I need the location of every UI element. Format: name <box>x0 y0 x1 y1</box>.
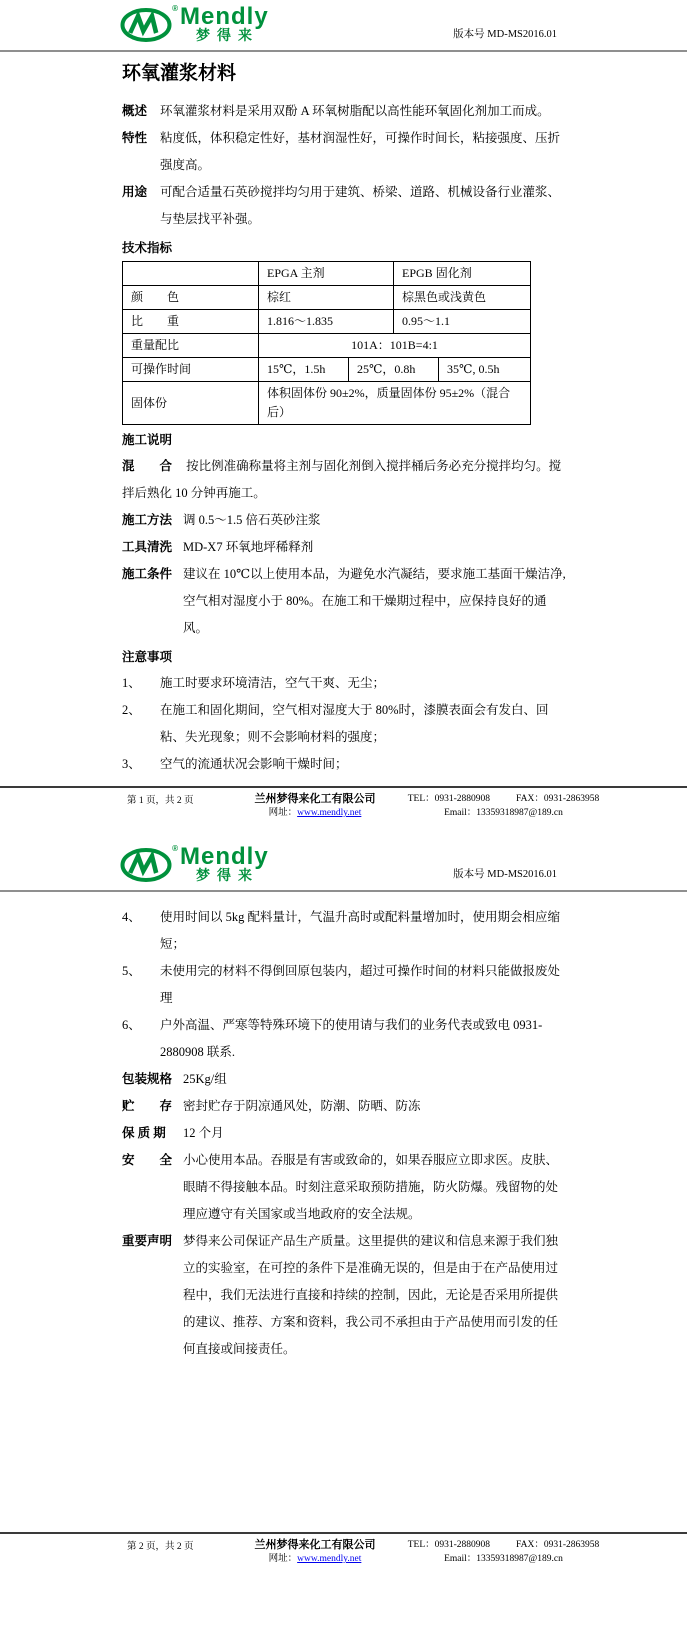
brand-logo <box>120 3 687 44</box>
para-text: 小心使用本品。吞服是有害或致命的，如果吞服应立即求医。皮肤、眼睛不得接触本品。时刻注意采取预防措施，防火防爆。残留物的处理应遵守有关国家或当地政府的安全法规。 <box>183 1153 559 1221</box>
row-label: 固体份 <box>123 382 259 425</box>
tech-table-corner-cell <box>123 262 259 286</box>
para-label: 保 质 期 <box>122 1126 166 1140</box>
para-text: MD-X7 环氧地坪稀释剂 <box>183 540 314 554</box>
cell-ratio-value: 101A：101B=4:1 <box>259 334 531 358</box>
para-text: 调 0.5～1.5 倍石英砂注浆 <box>183 513 321 527</box>
tel-label: TEL：0931-2880908 <box>407 1540 491 1550</box>
para-label: 混 合 <box>122 459 173 473</box>
para-usage <box>122 179 569 233</box>
construction-heading: 施工说明 <box>122 433 173 447</box>
para-safety <box>122 1147 569 1228</box>
col-header-epgb: EPGB 固化剂 <box>394 262 531 286</box>
note-item-2 <box>122 697 569 751</box>
fax-label: FAX：0931-2863958 <box>516 1540 600 1550</box>
para-text: 建议在 10℃以上使用本品，为避免水汽凝结，要求施工基面干燥洁净,空气相对湿度小于 80%。在施工和干燥期过程中，应保持良好的通风。 <box>183 567 566 635</box>
email-label: Email：13359318987@189.cn <box>444 1554 563 1564</box>
brand-name-en: Mendly <box>180 3 269 30</box>
brand-text <box>180 843 269 883</box>
table-row-gravity <box>123 310 531 334</box>
note-text: 施工时要求环境清洁，空气干爽、无尘； <box>160 676 386 690</box>
registered-mark-icon: ® <box>172 4 178 13</box>
para-shelf-life <box>122 1120 569 1147</box>
para-conditions <box>122 561 569 642</box>
note-number: 1、 <box>122 676 141 690</box>
brand-logo <box>120 843 687 884</box>
cell-solids-value: 体积固体份 90±2%，质量固体份 95±2%（混合后） <box>259 382 531 425</box>
tech-specs-heading: 技术指标 <box>122 241 173 255</box>
para-tool-cleaning <box>122 534 569 561</box>
para-label: 包装规格 <box>122 1072 173 1086</box>
header-divider <box>0 890 687 892</box>
para-text: 密封贮存于阴凉通风处，防潮、防晒、防冻 <box>183 1099 421 1113</box>
header-divider <box>0 50 687 52</box>
page2-content <box>122 904 569 1363</box>
company-name: 兰州梦得来化工有限公司 <box>254 793 376 805</box>
note-text: 使用时间以 5kg 配料量计，气温升高时或配料量增加时，使用期会相应缩短； <box>160 910 561 951</box>
para-method <box>122 507 569 534</box>
para-label: 特性 <box>122 131 148 145</box>
para-packaging <box>122 1066 569 1093</box>
para-label: 概述 <box>122 104 148 118</box>
page2-footer <box>0 1532 687 1566</box>
cell-color-b: 棕黑色或浅黄色 <box>394 286 531 310</box>
cell-gravity-a: 1.816～1.835 <box>259 310 394 334</box>
brand-text <box>180 3 269 43</box>
col-header-epga: EPGA 主剂 <box>259 262 394 286</box>
page2-header <box>0 840 687 890</box>
para-text: 25Kg/组 <box>183 1072 227 1086</box>
para-disclaimer <box>122 1228 569 1363</box>
table-row-solids <box>123 382 531 425</box>
note-text: 未使用完的材料不得倒回原包装内，超过可操作时间的材料只能做报废处理 <box>160 964 561 1005</box>
tech-specs-table <box>122 261 531 425</box>
brand-name-en: Mendly <box>180 843 269 870</box>
para-text: 12 个月 <box>183 1126 224 1140</box>
para-text: 梦得来公司保证产品生产质量。这里提供的建议和信息来源于我们独立的实验室，在可控的条件下是准确无误的，但是由于在产品使用过程中，我们无法进行直接和持续的控制，因此，无论是否采用所提供的建议、推荐、方案和资料，我公司不承担由于产品使用而引发的任何直接或间接责任。 <box>183 1234 559 1356</box>
note-text: 在施工和固化期间，空气相对湿度大于 80%时，漆膜表面会有发白、回粘、失光现象；则不会影响材料的强度； <box>160 703 549 744</box>
mendly-logo-icon <box>120 846 176 884</box>
para-label: 施工条件 <box>122 567 173 581</box>
para-label: 工具清洗 <box>122 540 173 554</box>
brand-name-cn: 梦得来 <box>196 867 259 883</box>
page1-content <box>122 98 569 778</box>
para-text: 环氧灌浆材料是采用双酚 A 环氧树脂配以高性能环氧固化剂加工而成。 <box>160 104 550 118</box>
para-features <box>122 125 569 179</box>
para-text: 可配合适量石英砂搅拌均匀用于建筑、桥梁、道路、机械设备行业灌浆、与垫层找平补强。 <box>160 185 561 226</box>
registered-mark-icon: ® <box>172 844 178 853</box>
note-item-6 <box>122 1012 569 1066</box>
note-text: 空气的流通状况会影响干燥时间； <box>160 757 348 771</box>
cell-gravity-b: 0.95～1.1 <box>394 310 531 334</box>
note-item-4 <box>122 904 569 958</box>
website-label: 网址： <box>268 1554 298 1564</box>
company-name: 兰州梦得来化工有限公司 <box>254 1539 376 1551</box>
version-label: 版本号 MD-MS2016.01 <box>453 29 557 40</box>
note-number: 3、 <box>122 757 141 771</box>
note-number: 4、 <box>122 910 141 924</box>
para-label: 重要声明 <box>122 1234 173 1248</box>
cell-worktime-15c: 15℃，1.5h <box>259 358 349 382</box>
para-mixing <box>122 453 569 507</box>
cell-worktime-25c: 25℃，0.8h <box>349 358 439 382</box>
row-label: 比 重 <box>123 310 259 334</box>
table-row-worktime <box>123 358 531 382</box>
para-label: 贮 存 <box>122 1099 173 1113</box>
website-link[interactable]: www.mendly.net <box>297 808 362 818</box>
table-row-ratio <box>123 334 531 358</box>
para-text: 粘度低，体积稳定性好，基材润湿性好，可操作时间长，粘接强度、压折强度高。 <box>160 131 561 172</box>
version-label: 版本号 MD-MS2016.01 <box>453 869 557 880</box>
row-label: 重量配比 <box>123 334 259 358</box>
page-number: 第 2 页，共 2 页 <box>127 1542 194 1552</box>
para-text: 按比例准确称量将主剂与固化剂倒入搅拌桶后务必充分搅拌均匀。搅拌后熟化 10 分钟再施工。 <box>122 459 562 500</box>
tel-label: TEL：0931-2880908 <box>407 794 491 804</box>
website-link[interactable]: www.mendly.net <box>297 1554 362 1564</box>
mendly-logo-icon <box>120 6 176 44</box>
row-label: 可操作时间 <box>123 358 259 382</box>
note-item-1 <box>122 670 569 697</box>
note-item-3 <box>122 751 569 778</box>
page1-header <box>0 0 687 50</box>
page-title: 环氧灌浆材料 <box>122 63 237 84</box>
note-number: 2、 <box>122 703 141 717</box>
email-label: Email：13359318987@189.cn <box>444 808 563 818</box>
note-item-5 <box>122 958 569 1012</box>
note-number: 5、 <box>122 964 141 978</box>
page-number: 第 1 页，共 2 页 <box>127 796 194 806</box>
cell-worktime-35c: 35℃, 0.5h <box>439 358 531 382</box>
para-label: 安 全 <box>122 1153 173 1167</box>
para-overview <box>122 98 569 125</box>
notes-heading: 注意事项 <box>122 650 173 664</box>
para-label: 用途 <box>122 185 148 199</box>
fax-label: FAX：0931-2863958 <box>516 794 600 804</box>
note-number: 6、 <box>122 1018 141 1032</box>
para-label: 施工方法 <box>122 513 173 527</box>
page1-footer <box>0 786 687 820</box>
para-storage <box>122 1093 569 1120</box>
table-row-color <box>123 286 531 310</box>
table-row-header <box>123 262 531 286</box>
cell-color-a: 棕红 <box>259 286 394 310</box>
row-label: 颜 色 <box>123 286 259 310</box>
website-label: 网址： <box>268 808 298 818</box>
note-text: 户外高温、严寒等特殊环境下的使用请与我们的业务代表或致电 0931-2880908 联系. <box>160 1018 543 1059</box>
brand-name-cn: 梦得来 <box>196 27 259 43</box>
